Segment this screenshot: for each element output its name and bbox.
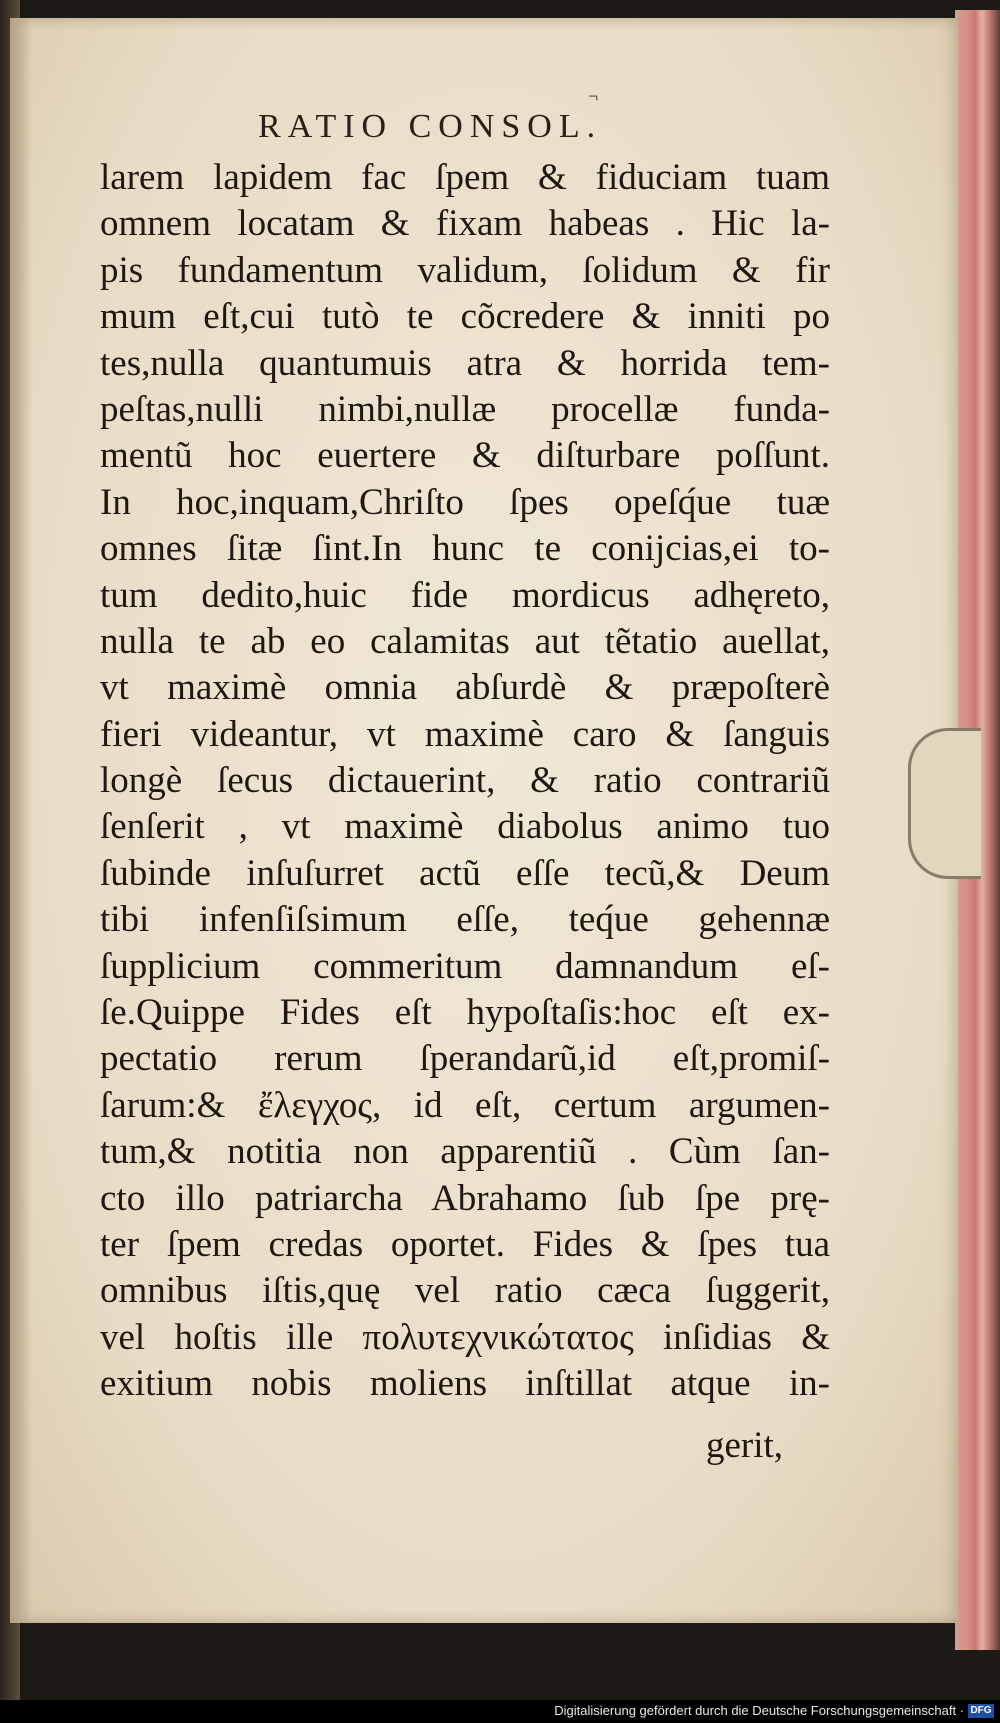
text-line: ſenſerit , vt maximè diabolus animo tuo [100, 806, 830, 848]
text-line: longè ſecus dictauerint, & ratio contrariũ [100, 760, 830, 802]
text-line: ter ſpem credas oportet. Fides & ſpes tua [100, 1223, 830, 1265]
text-line: ſarum:& ἔλεγχος, id eſt, certum argumen- [100, 1084, 830, 1126]
text-line: omnes ſitæ ſint.In hunc te conijcias,ei to- [100, 528, 830, 570]
text-line: In hoc,inquam,Chriſto ſpes opeſq́ue tuæ [100, 481, 830, 523]
text-line: cto illo patriarcha Abrahamo ſub ſpe prę- [100, 1177, 830, 1219]
text-line: nulla te ab eo calamitas aut tẽtatio auellat, [100, 620, 830, 662]
catchword: gerit, [706, 1425, 784, 1466]
text-line: larem lapidem fac ſpem & fiduciam tuam [100, 157, 830, 198]
text-line: tibi infenſiſsimum eſſe, teq́ue gehennæ [100, 899, 830, 941]
text-line: fieri videantur, vt maximè caro & ſanguis [100, 713, 830, 755]
text-line: tes,nulla quantumuis atra & horrida tem- [100, 342, 830, 384]
text-line: pis fundamentum validum, ſolidum & fir [100, 249, 830, 291]
funding-credit: Digitalisierung gefördert durch die Deutsche Forschungsgemeinschaft · [554, 1703, 964, 1718]
running-head: RATIO CONSOL. [258, 108, 603, 145]
text-line: vt maximè omnia abſurdè & præpoſterè [100, 667, 830, 709]
text-line: pectatio rerum ſperandarũ,id eſt,promiſ- [100, 1038, 830, 1080]
text-line: exitium nobis moliens inſtillat atque in- [100, 1363, 830, 1405]
text-line: mum eſt,cui tutò te cõcredere & inniti po [100, 296, 830, 338]
text-line: mentũ hoc euertere & diſturbare poſſunt. [100, 435, 830, 477]
dfg-logo: DFG [968, 1704, 994, 1718]
text-line: omnibus iſtis,quę vel ratio cæca ſuggerit, [100, 1270, 830, 1312]
text-line: tum,& notitia non apparentiũ . Cùm ſan- [100, 1131, 830, 1173]
text-line: ſubinde inſuſurret actũ eſſe tecũ,& Deum [100, 852, 830, 894]
text-line: ſupplicium commeritum damnandum eſ- [100, 945, 830, 987]
text-block [100, 155, 830, 1445]
clasp-strap [908, 728, 981, 879]
text-line: peſtas,nulli nimbi,nullæ procellæ funda- [100, 388, 830, 430]
text-line: ſe.Quippe Fides eſt hypoſtaſis:hoc eſt ex- [100, 992, 830, 1034]
text-line: vel hoſtis ille πολυτεχνικώτατος inſidias & [100, 1316, 830, 1358]
text-line: omnem locatam & fixam habeas . Hic la- [100, 203, 830, 245]
page-gutter [10, 18, 32, 1623]
running-head-mark: ¬ [588, 86, 599, 106]
text-line: tum dedito,huic fide mordicus adhęreto, [100, 574, 830, 616]
